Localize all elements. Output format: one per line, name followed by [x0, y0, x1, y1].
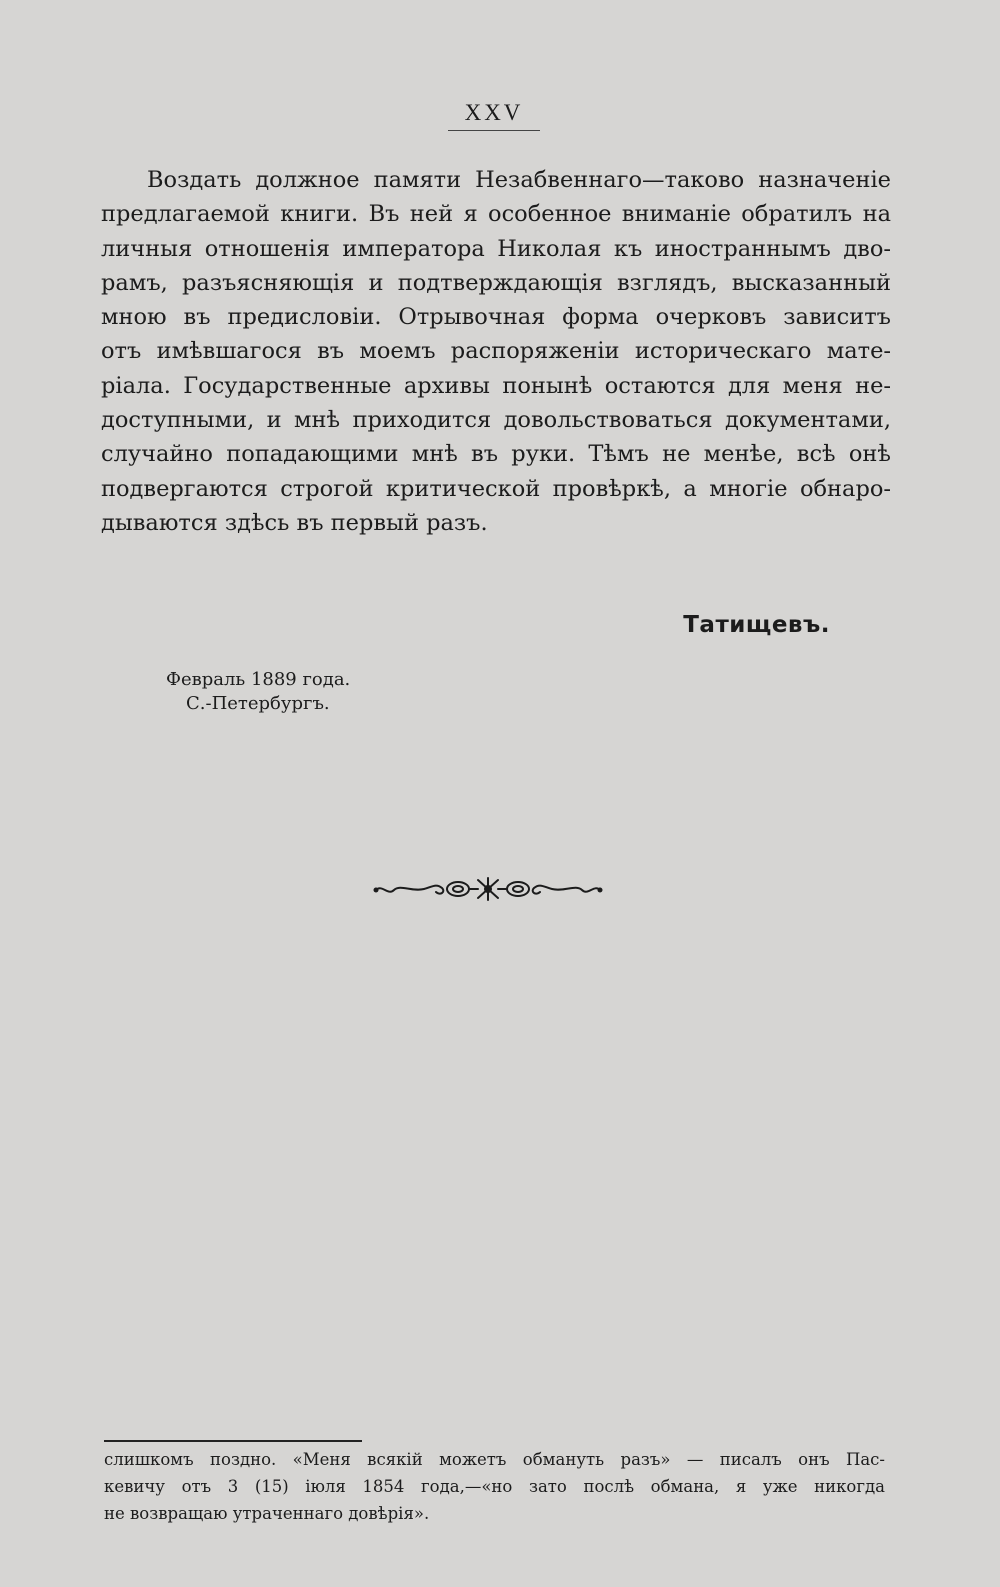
body-line: предлагаемой книги. Въ ней я особенное вниманіе обратилъ на — [101, 201, 891, 228]
body-paragraph — [101, 163, 891, 540]
page-number-rule — [448, 130, 540, 131]
dateline — [166, 668, 350, 716]
page-number: XXV — [464, 100, 524, 125]
footnote-line: кевичу отъ 3 (15) іюля 1854 года,—«но зато послѣ обмана, я уже никогда — [104, 1477, 885, 1496]
body-line: ріала. Государственные архивы понынѣ остаются для меня не- — [101, 372, 891, 399]
body-line: личныя отношенія императора Николая къ иностраннымъ дво- — [101, 235, 891, 262]
body-line: подвергаются строгой критической провѣркѣ, а многіе обнаро- — [101, 475, 891, 502]
body-line: случайно попадающими мнѣ въ руки. Тѣмъ не менѣе, всѣ онѣ — [101, 441, 891, 468]
footnote — [104, 1446, 885, 1527]
body-line: Воздать должное памяти Незабвеннаго—таково назначеніе — [147, 167, 891, 193]
date-text: Февраль 1889 года. — [166, 669, 351, 690]
body-line: дываются здѣсь въ первый разъ. — [101, 509, 488, 536]
ornament-svg — [372, 874, 604, 904]
footnote-line: слишкомъ поздно. «Меня всякій можетъ обмануть разъ» — писалъ онъ Пас- — [104, 1450, 885, 1469]
place-text: С.-Петербургъ. — [186, 693, 330, 714]
author-signature: Татищевъ. — [683, 612, 830, 638]
ornament-flourish-icon — [372, 874, 604, 904]
footnote-line: не возвращаю утраченнаго довѣрія». — [104, 1504, 430, 1523]
body-line: отъ имѣвшагося въ моемъ распоряженіи историческаго мате- — [101, 338, 891, 365]
body-line: доступными, и мнѣ приходится довольствоваться документами, — [101, 407, 891, 434]
body-line: мною въ предисловіи. Отрывочная форма очерковъ зависитъ — [101, 304, 891, 331]
footnote-rule — [104, 1440, 362, 1442]
body-line: рамъ, разъясняющія и подтверждающія взглядъ, высказанный — [101, 269, 891, 296]
